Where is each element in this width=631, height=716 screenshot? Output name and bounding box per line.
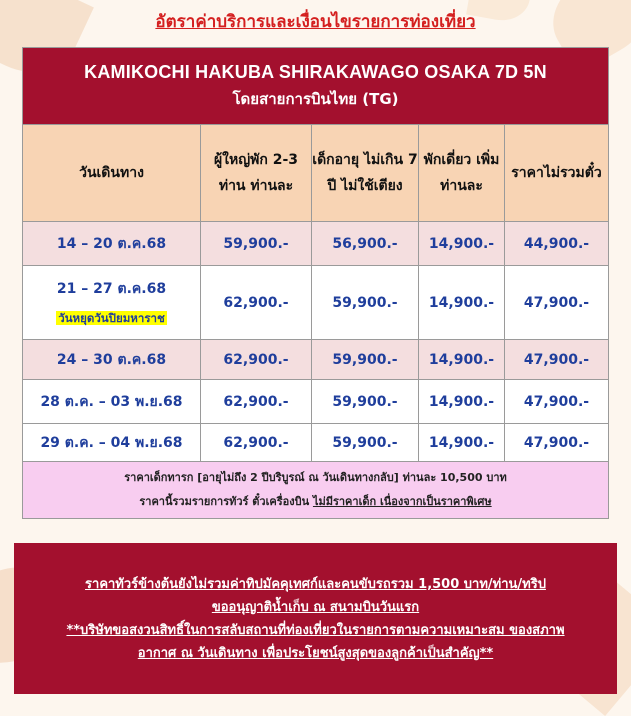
footer-conditions-banner — [14, 543, 617, 694]
tour-title-banner — [23, 48, 609, 125]
itinerary-rights-note-cont: อากาศ ณ วันเดินทาง เพื่อประโยชน์สูงสุดของลูกค้าเป็นสำคัญ** — [137, 645, 494, 661]
column-header-child: เด็กอายุ ไม่เกิน 7 ปี ไม่ใช้เตียง — [312, 125, 419, 222]
travel-date-cell — [23, 266, 201, 340]
travel-date: 28 ต.ค. – 03 พ.ย.68 — [23, 380, 201, 424]
table-row — [23, 424, 609, 462]
single-supplement: 14,900.- — [419, 424, 505, 462]
column-header-adult: ผู้ใหญ่พัก 2-3 ท่าน ท่านละ — [201, 125, 312, 222]
adult-price: 62,900.- — [201, 380, 312, 424]
price-without-ticket: 47,900.- — [505, 424, 609, 462]
adult-price: 59,900.- — [201, 222, 312, 266]
page-heading: อัตราค่าบริการและเงื่อนไขรายการท่องเที่ยว — [155, 12, 476, 32]
price-without-ticket: 44,900.- — [505, 222, 609, 266]
child-price: 56,900.- — [312, 222, 419, 266]
adult-price: 62,900.- — [201, 266, 312, 340]
pricing-notes — [23, 462, 609, 519]
table-row — [23, 380, 609, 424]
travel-date: 24 – 30 ต.ค.68 — [23, 340, 201, 380]
child-price: 59,900.- — [312, 380, 419, 424]
price-table — [22, 47, 609, 519]
column-header-no-ticket: ราคาไม่รวมตั๋ว — [505, 125, 609, 222]
single-supplement: 14,900.- — [419, 380, 505, 424]
tip-collection-note: ขออนุญาติน้ำเก็บ ณ สนามบินวันแรก — [211, 599, 420, 615]
child-price: 59,900.- — [312, 340, 419, 380]
travel-date: 29 ต.ค. – 04 พ.ย.68 — [23, 424, 201, 462]
table-row — [23, 222, 609, 266]
itinerary-rights-note: **บริษัทขอสงวนสิทธิ์ในการสลับสถานที่ท่องเที่ยวในรายการตามความเหมาะสม ของสภาพ — [66, 622, 565, 638]
table-row — [23, 340, 609, 380]
column-header-date: วันเดินทาง — [23, 125, 201, 222]
single-supplement: 14,900.- — [419, 222, 505, 266]
table-header-row — [23, 125, 609, 222]
travel-date: 14 – 20 ต.ค.68 — [23, 222, 201, 266]
adult-price: 62,900.- — [201, 340, 312, 380]
inclusion-note: ราคานี้รวมรายการทัวร์ ตั๋วเครื่องบิน ไม่มีราคาเด็ก เนื่องจากเป็นราคาพิเศษ — [139, 495, 492, 508]
price-without-ticket: 47,900.- — [505, 266, 609, 340]
column-header-single: พักเดี่ยว เพิ่มท่านละ — [419, 125, 505, 222]
travel-date: 21 – 27 ต.ค.68 — [56, 280, 167, 297]
table-row — [23, 266, 609, 340]
no-child-price-note: ไม่มีราคาเด็ก เนื่องจากเป็นราคาพิเศษ — [312, 495, 492, 508]
single-supplement: 14,900.- — [419, 340, 505, 380]
single-supplement: 14,900.- — [419, 266, 505, 340]
child-price: 59,900.- — [312, 424, 419, 462]
holiday-note: วันหยุดวันปิยมหาราช — [58, 310, 165, 325]
tour-title: KAMIKOCHI HAKUBA SHIRAKAWAGO OSAKA 7D 5N — [84, 61, 547, 82]
airline-label: โดยสายการบินไทย (TG) — [232, 89, 399, 108]
child-price: 59,900.- — [312, 266, 419, 340]
adult-price: 62,900.- — [201, 424, 312, 462]
price-without-ticket: 47,900.- — [505, 340, 609, 380]
infant-price-note: ราคาเด็กทารก [อายุไม่ถึง 2 ปีบริบูรณ์ ณ วันเดินทางกลับ] ท่านละ 10,500 บาท — [124, 471, 507, 484]
tip-note: ราคาทัวร์ข้างต้นยังไม่รวมค่าทิปมัคคุเทศก์และคนขับรถรวม 1,500 บาท/ท่าน/ทริป — [85, 576, 546, 592]
price-without-ticket: 47,900.- — [505, 380, 609, 424]
